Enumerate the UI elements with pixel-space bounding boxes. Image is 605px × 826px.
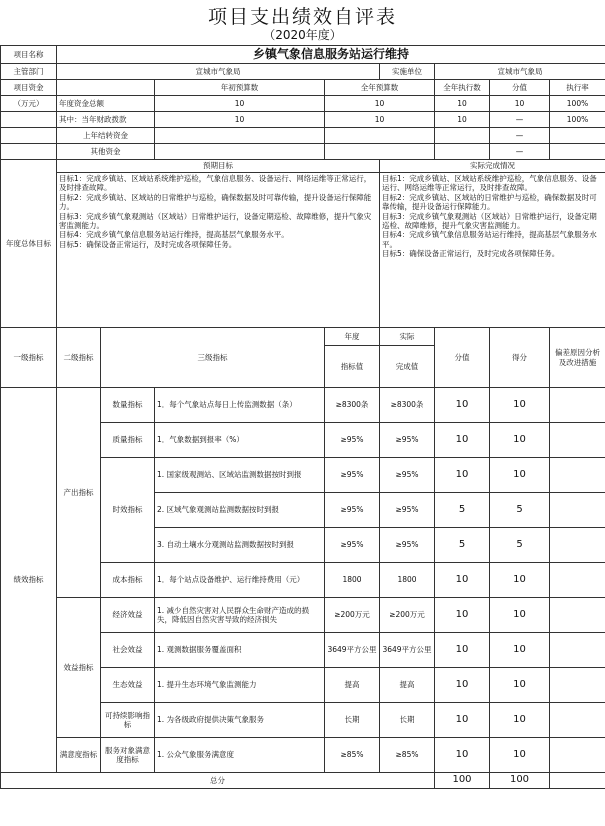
indicator-row bbox=[1, 738, 605, 773]
score-value: 10 bbox=[490, 703, 550, 738]
actual-value: 3649平方公里 bbox=[380, 633, 435, 668]
level3-indicator: 1．每个气象站点每日上传监测数据（条） bbox=[155, 388, 325, 423]
weight-value: 10 bbox=[435, 668, 490, 703]
level1-indicator: 满意度指标 bbox=[57, 738, 101, 773]
level2-indicator: 成本指标 bbox=[101, 563, 155, 598]
total-score: 100 bbox=[490, 773, 550, 789]
level3-indicator: 1. 减少自然灾害对人民群众生命财产造成的损失，降低因自然灾害导致的经济损失 bbox=[155, 598, 325, 633]
weight-value: 10 bbox=[435, 563, 490, 598]
total-reason bbox=[550, 773, 605, 789]
actual-value: 长期 bbox=[380, 703, 435, 738]
total-row bbox=[1, 773, 605, 789]
level3-indicator: 1．气象数据到报率（%） bbox=[155, 423, 325, 458]
target-value: ≥200万元 bbox=[325, 598, 380, 633]
col-executed: 全年执行数 bbox=[435, 80, 490, 96]
weight-value: 10 bbox=[435, 458, 490, 493]
impl-unit-value: 宣城市气象局 bbox=[435, 64, 605, 80]
reason-cell bbox=[550, 388, 605, 423]
actual-goals-header: 实际完成情况 bbox=[380, 160, 605, 173]
level2-indicator: 时效指标 bbox=[101, 458, 155, 563]
reason-cell bbox=[550, 633, 605, 668]
weight-value: 10 bbox=[435, 738, 490, 773]
score-value: 5 bbox=[490, 528, 550, 563]
funds-label: 项目资金 bbox=[1, 80, 57, 96]
target-value: ≥95% bbox=[325, 458, 380, 493]
score-value: 10 bbox=[490, 633, 550, 668]
level3-indicator: 1．每个站点设备维护、运行维持费用（元） bbox=[155, 563, 325, 598]
goals-section bbox=[1, 160, 605, 328]
expected-goals-header: 预期目标 bbox=[57, 160, 380, 173]
funds-executed bbox=[435, 128, 490, 144]
funds-row-label: 上年结转资金 bbox=[57, 128, 155, 144]
reason-cell bbox=[550, 563, 605, 598]
target-value: ≥95% bbox=[325, 423, 380, 458]
funds-annual: 10 bbox=[155, 96, 325, 112]
score-value: 10 bbox=[490, 388, 550, 423]
score-value: 10 bbox=[490, 423, 550, 458]
goals-label: 年度总体目标 bbox=[1, 160, 57, 328]
reason-cell bbox=[550, 668, 605, 703]
weight-value: 5 bbox=[435, 493, 490, 528]
total-weight: 100 bbox=[435, 773, 490, 789]
score-value: 10 bbox=[490, 598, 550, 633]
page-subtitle: （2020年度） bbox=[263, 28, 342, 42]
weight-value: 10 bbox=[435, 388, 490, 423]
funds-rate: 100% bbox=[550, 112, 605, 128]
reason-cell bbox=[550, 738, 605, 773]
funds-full-year: 10 bbox=[325, 96, 435, 112]
funds-annual: 10 bbox=[155, 112, 325, 128]
weight-value: 5 bbox=[435, 528, 490, 563]
level3-indicator: 3. 自动土壤水分观测站监测数据按时到报 bbox=[155, 528, 325, 563]
evaluation-table bbox=[0, 45, 605, 789]
perf-col-weight: 分值 bbox=[435, 328, 490, 388]
funds-rate bbox=[550, 128, 605, 144]
perf-col-level1: 一级指标 bbox=[1, 328, 57, 388]
level3-indicator: 1. 国家级观测站、区域站监测数据按时到报 bbox=[155, 458, 325, 493]
actual-value: ≥95% bbox=[380, 528, 435, 563]
actual-value: 提高 bbox=[380, 668, 435, 703]
level2-indicator: 数量指标 bbox=[101, 388, 155, 423]
score-value: 10 bbox=[490, 563, 550, 598]
total-label: 总分 bbox=[1, 773, 435, 789]
perf-col-target-value: 指标值 bbox=[325, 346, 380, 388]
funds-row-label: 其他资金 bbox=[57, 144, 155, 160]
project-name-label: 项目名称 bbox=[1, 46, 57, 64]
perf-col-level3: 三级指标 bbox=[101, 328, 325, 388]
funds-annual bbox=[155, 128, 325, 144]
score-value: 5 bbox=[490, 493, 550, 528]
impl-unit-label: 实施单位 bbox=[380, 64, 435, 80]
indicator-row bbox=[1, 388, 605, 423]
level2-indicator: 生态效益 bbox=[101, 668, 155, 703]
performance-section bbox=[1, 328, 605, 789]
funds-annual bbox=[155, 144, 325, 160]
perf-col-reason: 偏差原因分析及改进措施 bbox=[550, 328, 605, 388]
target-value: 1800 bbox=[325, 563, 380, 598]
funds-unit: （万元） bbox=[1, 96, 57, 112]
target-value: ≥95% bbox=[325, 493, 380, 528]
expected-goals-text: 目标1：完成乡镇站、区域站系统维护巡检，气象信息服务、设备运行、网络运维等正常运行，及时排查故障。 目标2：完成乡镇站、区域站的日常维护与巡检，确保数据及时可靠传输，提升设备运行保障能力。 目标3：完成乡镇气象观测站（区域站）日常维护运行，设备定期巡检、故障维修，提升气象灾害监测能力。 目标4：完成乡镇气象信息服务站运行维持，提高基层气象服务水平。 目标5：确保设备正常运行，及时完成各项保障任务。 bbox=[59, 174, 372, 249]
page-title: 项目支出绩效自评表 bbox=[207, 6, 397, 28]
level2-indicator: 社会效益 bbox=[101, 633, 155, 668]
funds-full-year: 10 bbox=[325, 112, 435, 128]
funds-executed: 10 bbox=[435, 96, 490, 112]
funds-weight: — bbox=[490, 128, 550, 144]
reason-cell bbox=[550, 493, 605, 528]
funds-full-year bbox=[325, 128, 435, 144]
weight-value: 10 bbox=[435, 633, 490, 668]
col-exec-rate: 执行率 bbox=[550, 80, 605, 96]
actual-value: ≥95% bbox=[380, 458, 435, 493]
score-value: 10 bbox=[490, 738, 550, 773]
funds-executed bbox=[435, 144, 490, 160]
level3-indicator: 1. 观测数据服务覆盖面积 bbox=[155, 633, 325, 668]
target-value: 长期 bbox=[325, 703, 380, 738]
actual-value: 1800 bbox=[380, 563, 435, 598]
weight-value: 10 bbox=[435, 703, 490, 738]
col-annual-budget: 年初预算数 bbox=[155, 80, 325, 96]
header-section bbox=[1, 46, 605, 160]
target-value: ≥8300条 bbox=[325, 388, 380, 423]
actual-value: ≥200万元 bbox=[380, 598, 435, 633]
col-score-weight: 分值 bbox=[490, 80, 550, 96]
actual-goals-text: 目标1：完成乡镇站、区域站系统维护巡检，气象信息服务、设备运行、网络运维等正常运行，及时排查故障。 目标2：完成乡镇站、区域站的日常维护与巡检，确保数据及时可靠传输，提升设备运行保障能力。 目标3：完成乡镇气象观测站（区域站）日常维护运行，设备定期巡检、故障维修，提升气象灾害监测能力。 目标4：完成乡镇气象信息服务站运行维持，提高基层气象服务水平。 目标5：确保设备正常运行，及时完成各项保障任务。 bbox=[382, 174, 597, 258]
level2-indicator: 服务对象满意度指标 bbox=[101, 738, 155, 773]
perf-col-actual-value: 完成值 bbox=[380, 346, 435, 388]
reason-cell bbox=[550, 598, 605, 633]
dept-label: 主管部门 bbox=[1, 64, 57, 80]
target-value: 提高 bbox=[325, 668, 380, 703]
level1-indicator: 效益指标 bbox=[57, 598, 101, 738]
target-value: ≥95% bbox=[325, 528, 380, 563]
perf-col-score: 得分 bbox=[490, 328, 550, 388]
perf-col-annual: 年度 bbox=[325, 328, 380, 346]
score-value: 10 bbox=[490, 458, 550, 493]
level3-indicator: 1. 为各级政府提供决策气象服务 bbox=[155, 703, 325, 738]
level3-indicator: 2. 区域气象观测站监测数据按时到报 bbox=[155, 493, 325, 528]
level1-indicator: 产出指标 bbox=[57, 388, 101, 598]
dept-value: 宣城市气象局 bbox=[57, 64, 380, 80]
actual-value: ≥85% bbox=[380, 738, 435, 773]
funds-weight: — bbox=[490, 144, 550, 160]
actual-value: ≥8300条 bbox=[380, 388, 435, 423]
reason-cell bbox=[550, 703, 605, 738]
funds-executed: 10 bbox=[435, 112, 490, 128]
funds-rate bbox=[550, 144, 605, 160]
weight-value: 10 bbox=[435, 598, 490, 633]
level3-indicator: 1. 提升生态环境气象监测能力 bbox=[155, 668, 325, 703]
perf-col-actual: 实际 bbox=[380, 328, 435, 346]
funds-rate: 100% bbox=[550, 96, 605, 112]
col-full-year-budget: 全年预算数 bbox=[325, 80, 435, 96]
project-name: 乡镇气象信息服务站运行维持 bbox=[57, 46, 605, 64]
perf-col-level2: 二级指标 bbox=[57, 328, 101, 388]
reason-cell bbox=[550, 528, 605, 563]
indicator-row bbox=[1, 598, 605, 633]
funds-weight: 10 bbox=[490, 96, 550, 112]
weight-value: 10 bbox=[435, 423, 490, 458]
target-value: ≥85% bbox=[325, 738, 380, 773]
target-value: 3649平方公里 bbox=[325, 633, 380, 668]
score-value: 10 bbox=[490, 668, 550, 703]
reason-cell bbox=[550, 423, 605, 458]
actual-value: ≥95% bbox=[380, 423, 435, 458]
funds-row-label: 其中：当年财政拨款 bbox=[57, 112, 155, 128]
actual-value: ≥95% bbox=[380, 493, 435, 528]
reason-cell bbox=[550, 458, 605, 493]
perf-label: 绩效指标 bbox=[1, 388, 57, 773]
funds-row-label: 年度资金总额 bbox=[57, 96, 155, 112]
funds-weight: — bbox=[490, 112, 550, 128]
level2-indicator: 可持续影响指标 bbox=[101, 703, 155, 738]
level3-indicator: 1. 公众气象服务满意度 bbox=[155, 738, 325, 773]
funds-full-year bbox=[325, 144, 435, 160]
level2-indicator: 经济效益 bbox=[101, 598, 155, 633]
level2-indicator: 质量指标 bbox=[101, 423, 155, 458]
